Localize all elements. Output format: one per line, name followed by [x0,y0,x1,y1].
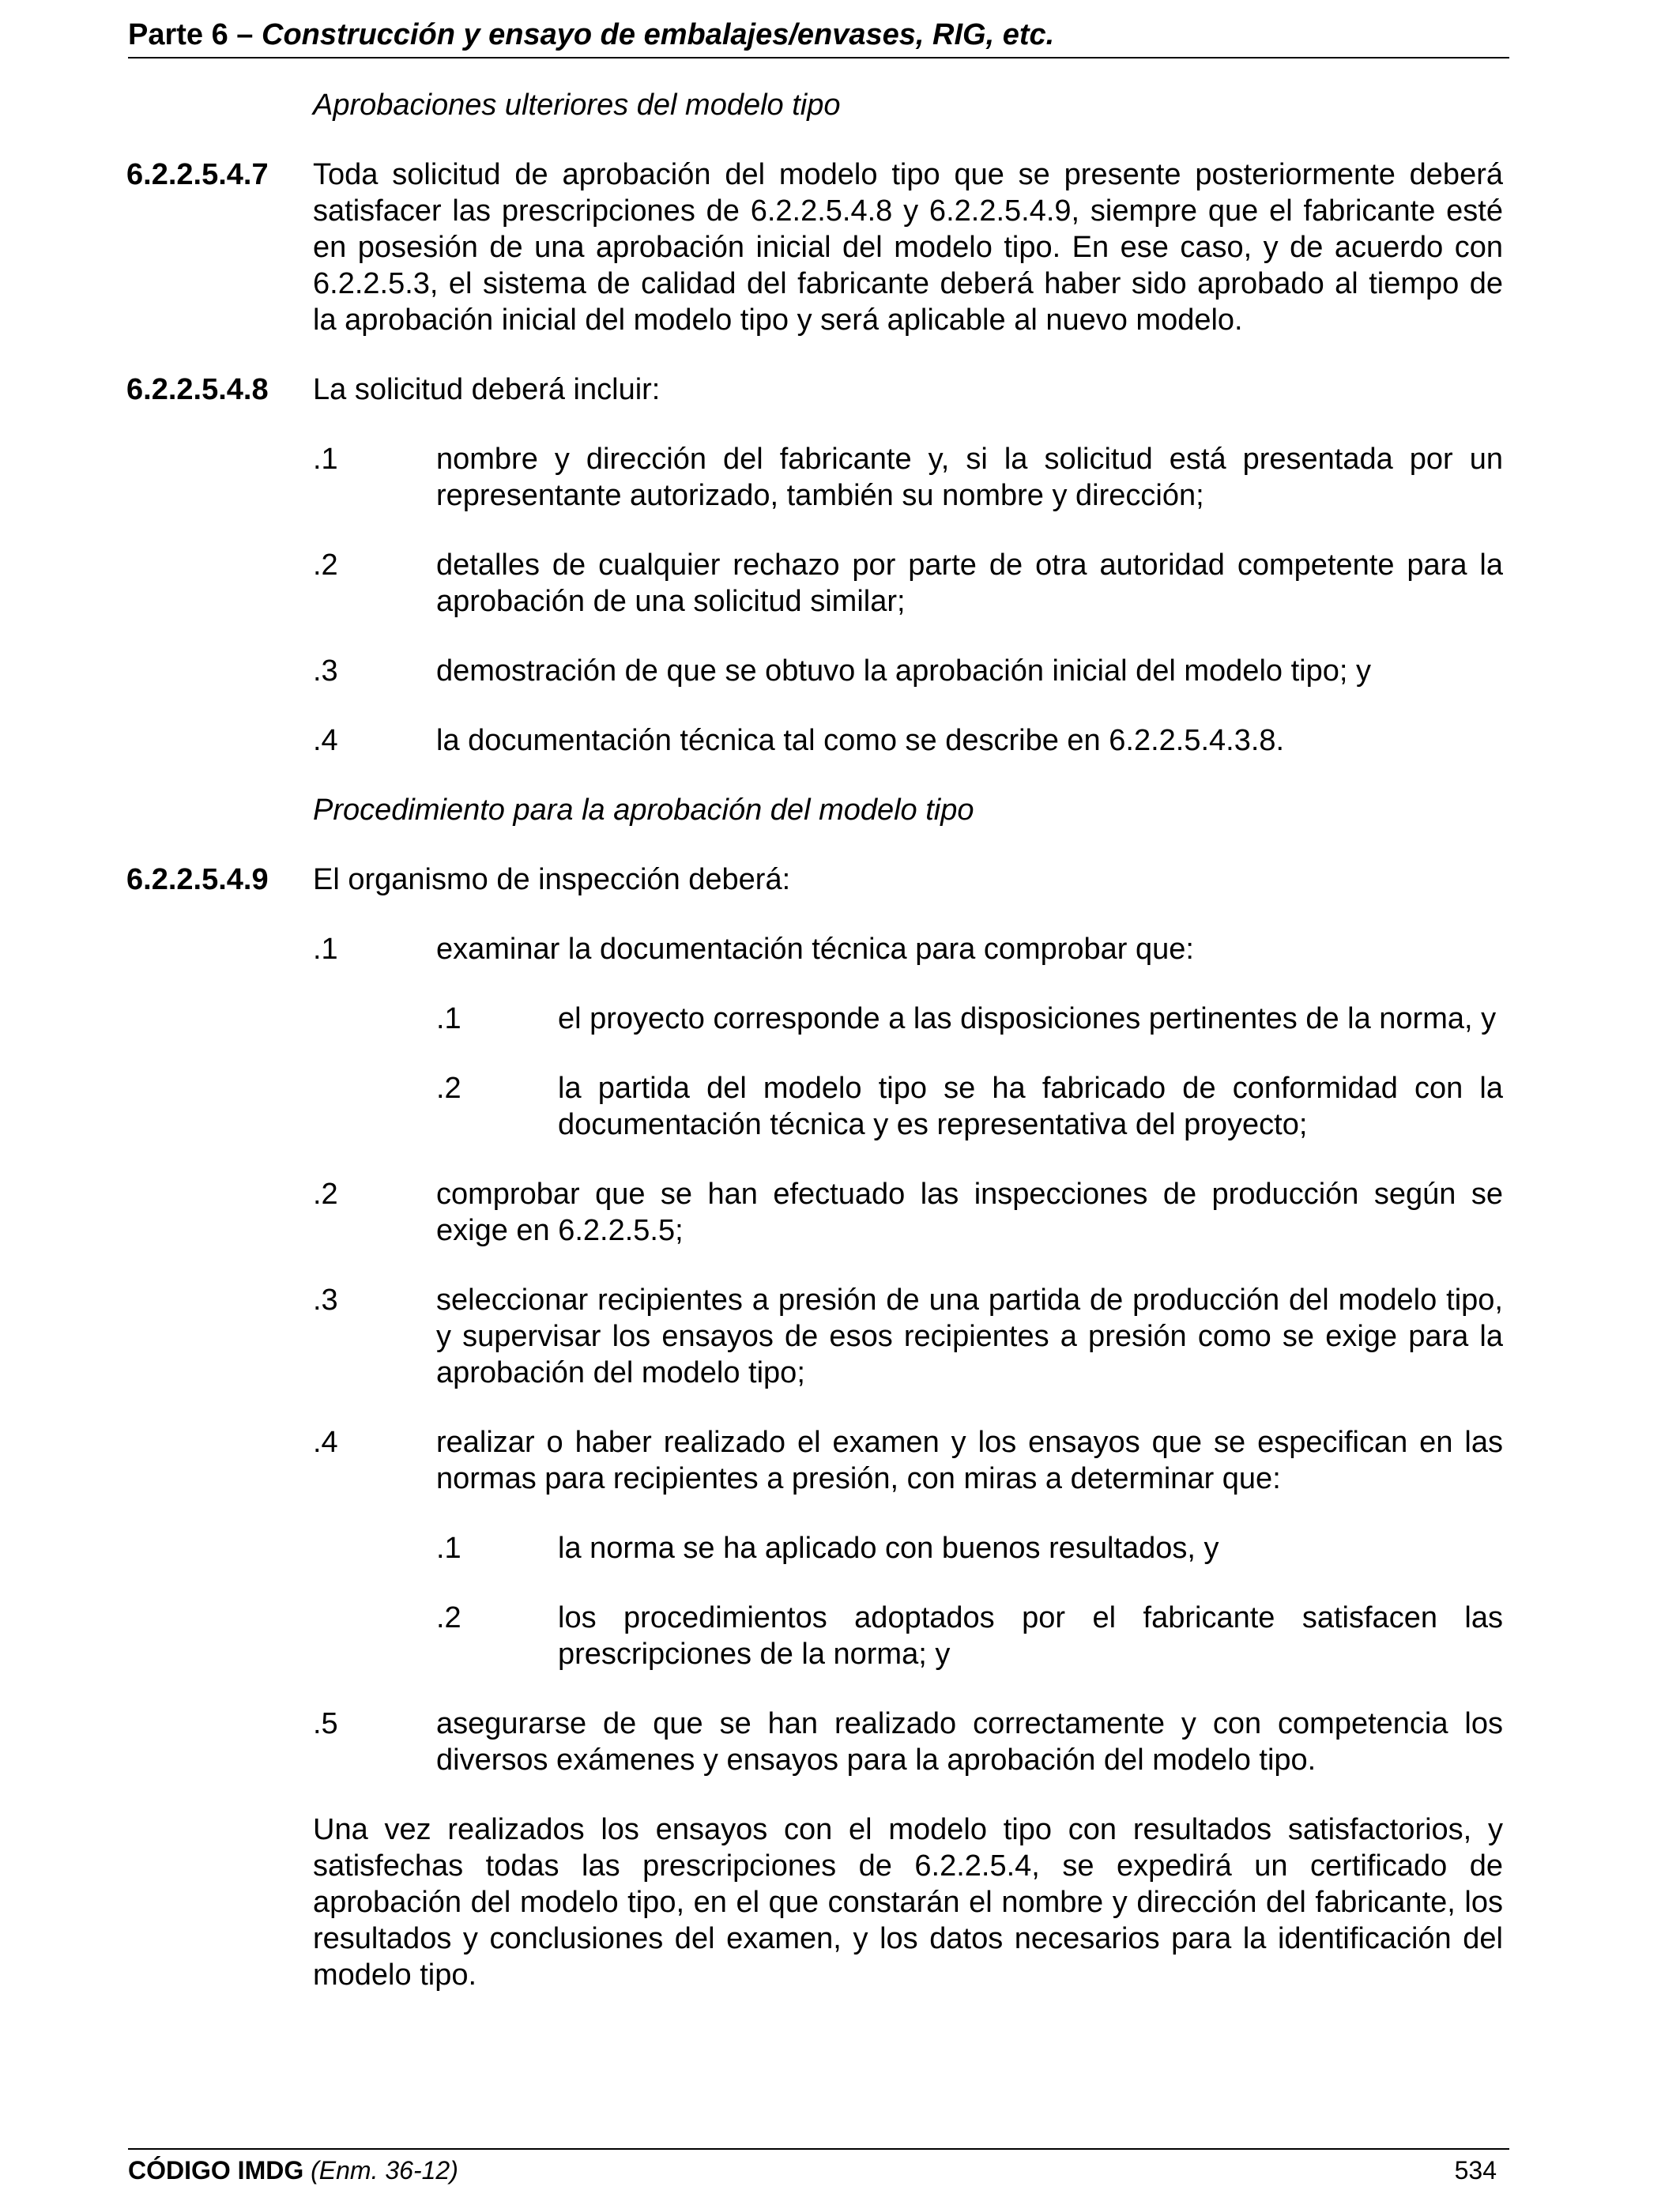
list-item-text: la partida del modelo tipo se ha fabricado de conformidad con la documentación técnica y es representativa del proyecto; [558,1072,1503,1141]
list-item [126,1424,1503,1497]
sub-list-item [126,1070,1503,1143]
sub-list-item [126,1001,1503,1037]
list-marker: .4 [313,724,338,757]
list-marker: .1 [313,933,338,966]
footer-edition: (Enm. 36-12) [311,2156,458,2185]
header-title: Construcción y ensayo de embalajes/envases, RIG, etc. [262,18,1055,51]
list-item [126,722,1503,759]
list-marker: .4 [313,1426,338,1459]
list-item-text: nombre y dirección del fabricante y, si la solicitud está presentada por un representante autorizado, también su nombre y dirección; [436,443,1503,512]
paragraph-number: 6.2.2.5.4.7 [126,158,269,191]
header-part: Parte 6 – [128,18,262,51]
document-body [126,79,1503,1993]
paragraph-6-2-2-5-4-7 [126,156,1503,338]
list-marker: .2 [313,548,338,582]
list-item-text: realizar o haber realizado el examen y los ensayos que se especifican en las normas para recipientes a presión, con miras a determinar que: [436,1426,1503,1495]
list-marker: .1 [313,443,338,476]
list-marker: .2 [313,1178,338,1211]
page-number: 534 [1454,2156,1497,2185]
list-marker: .3 [313,654,338,688]
paragraph-number: 6.2.2.5.4.8 [126,373,269,406]
list-item-text: los procedimientos adoptados por el fabricante satisfacen las prescripciones de la norma; y [558,1601,1503,1671]
list-marker: .5 [313,1707,338,1740]
closing-paragraph: Una vez realizados los ensayos con el modelo tipo con resultados satisfactorios, y satisfechas todas las prescripciones de 6.2.2.5.4, se expedirá un certificado de aprobación del modelo tipo, en el que constarán el nombre y dirección del fabricante, los resultados y conclusiones del examen, y los datos necesarios para la identificación del modelo tipo. [313,1813,1503,1992]
section-heading-further-approvals: Aprobaciones ulteriores del modelo tipo [313,89,841,122]
paragraph-6-2-2-5-4-8 [126,371,1503,408]
footer-code: CÓDIGO IMDG [128,2156,311,2185]
list-marker: .3 [313,1284,338,1317]
list-item-text: examinar la documentación técnica para comprobar que: [436,933,1194,966]
list-marker: .2 [436,1601,461,1634]
list-marker: .1 [436,1532,461,1565]
list-item [126,1706,1503,1778]
list-marker: .2 [436,1072,461,1105]
page-footer [128,2148,1509,2189]
paragraph-text: La solicitud deberá incluir: [313,373,661,406]
list-item-text: detalles de cualquier rechazo por parte de otra autoridad competente para la aprobación de una solicitud similar; [436,548,1503,618]
paragraph-text: El organismo de inspección deberá: [313,863,791,896]
paragraph-text: Toda solicitud de aprobación del modelo tipo que se presente posteriormente deberá satisfacer las prescripciones de 6.2.2.5.4.8 y 6.2.2.5.4.9, siempre que el fabricante esté en posesión de una aprobación inicial del modelo tipo. En ese caso, y de acuerdo con 6.2.2.5.3, el sistema de calidad del fabricante deberá haber sido aprobado al tiempo de la aprobación inicial del modelo tipo y será aplicable al nuevo modelo. [313,158,1503,337]
list-marker: .1 [436,1002,461,1035]
list-item [126,1282,1503,1391]
list-item [126,653,1503,689]
section-heading-approval-procedure: Procedimiento para la aprobación del modelo tipo [313,794,974,827]
list-item-text: la norma se ha aplicado con buenos resultados, y [558,1532,1219,1565]
list-item [126,931,1503,967]
paragraph-number: 6.2.2.5.4.9 [126,863,269,896]
list-item-text: seleccionar recipientes a presión de una partida de producción del modelo tipo, y supervisar los ensayos de esos recipientes a presión como se exige para la aprobación del modelo tipo; [436,1284,1503,1389]
list-item-text: comprobar que se han efectuado las inspecciones de producción según se exige en 6.2.2.5.5; [436,1178,1503,1247]
sub-list-item [126,1600,1503,1672]
list-item-text: el proyecto corresponde a las disposiciones pertinentes de la norma, y [558,1002,1497,1035]
paragraph-6-2-2-5-4-9 [126,861,1503,898]
list-item [126,1176,1503,1249]
page-header [128,14,1509,58]
list-item [126,441,1503,514]
sub-list-item [126,1530,1503,1566]
list-item-text: asegurarse de que se han realizado correctamente y con competencia los diversos exámenes y ensayos para la aprobación del modelo tipo. [436,1707,1503,1777]
list-item [126,547,1503,620]
list-item-text: demostración de que se obtuvo la aprobación inicial del modelo tipo; y [436,654,1371,688]
list-item-text: la documentación técnica tal como se describe en 6.2.2.5.4.3.8. [436,724,1285,757]
